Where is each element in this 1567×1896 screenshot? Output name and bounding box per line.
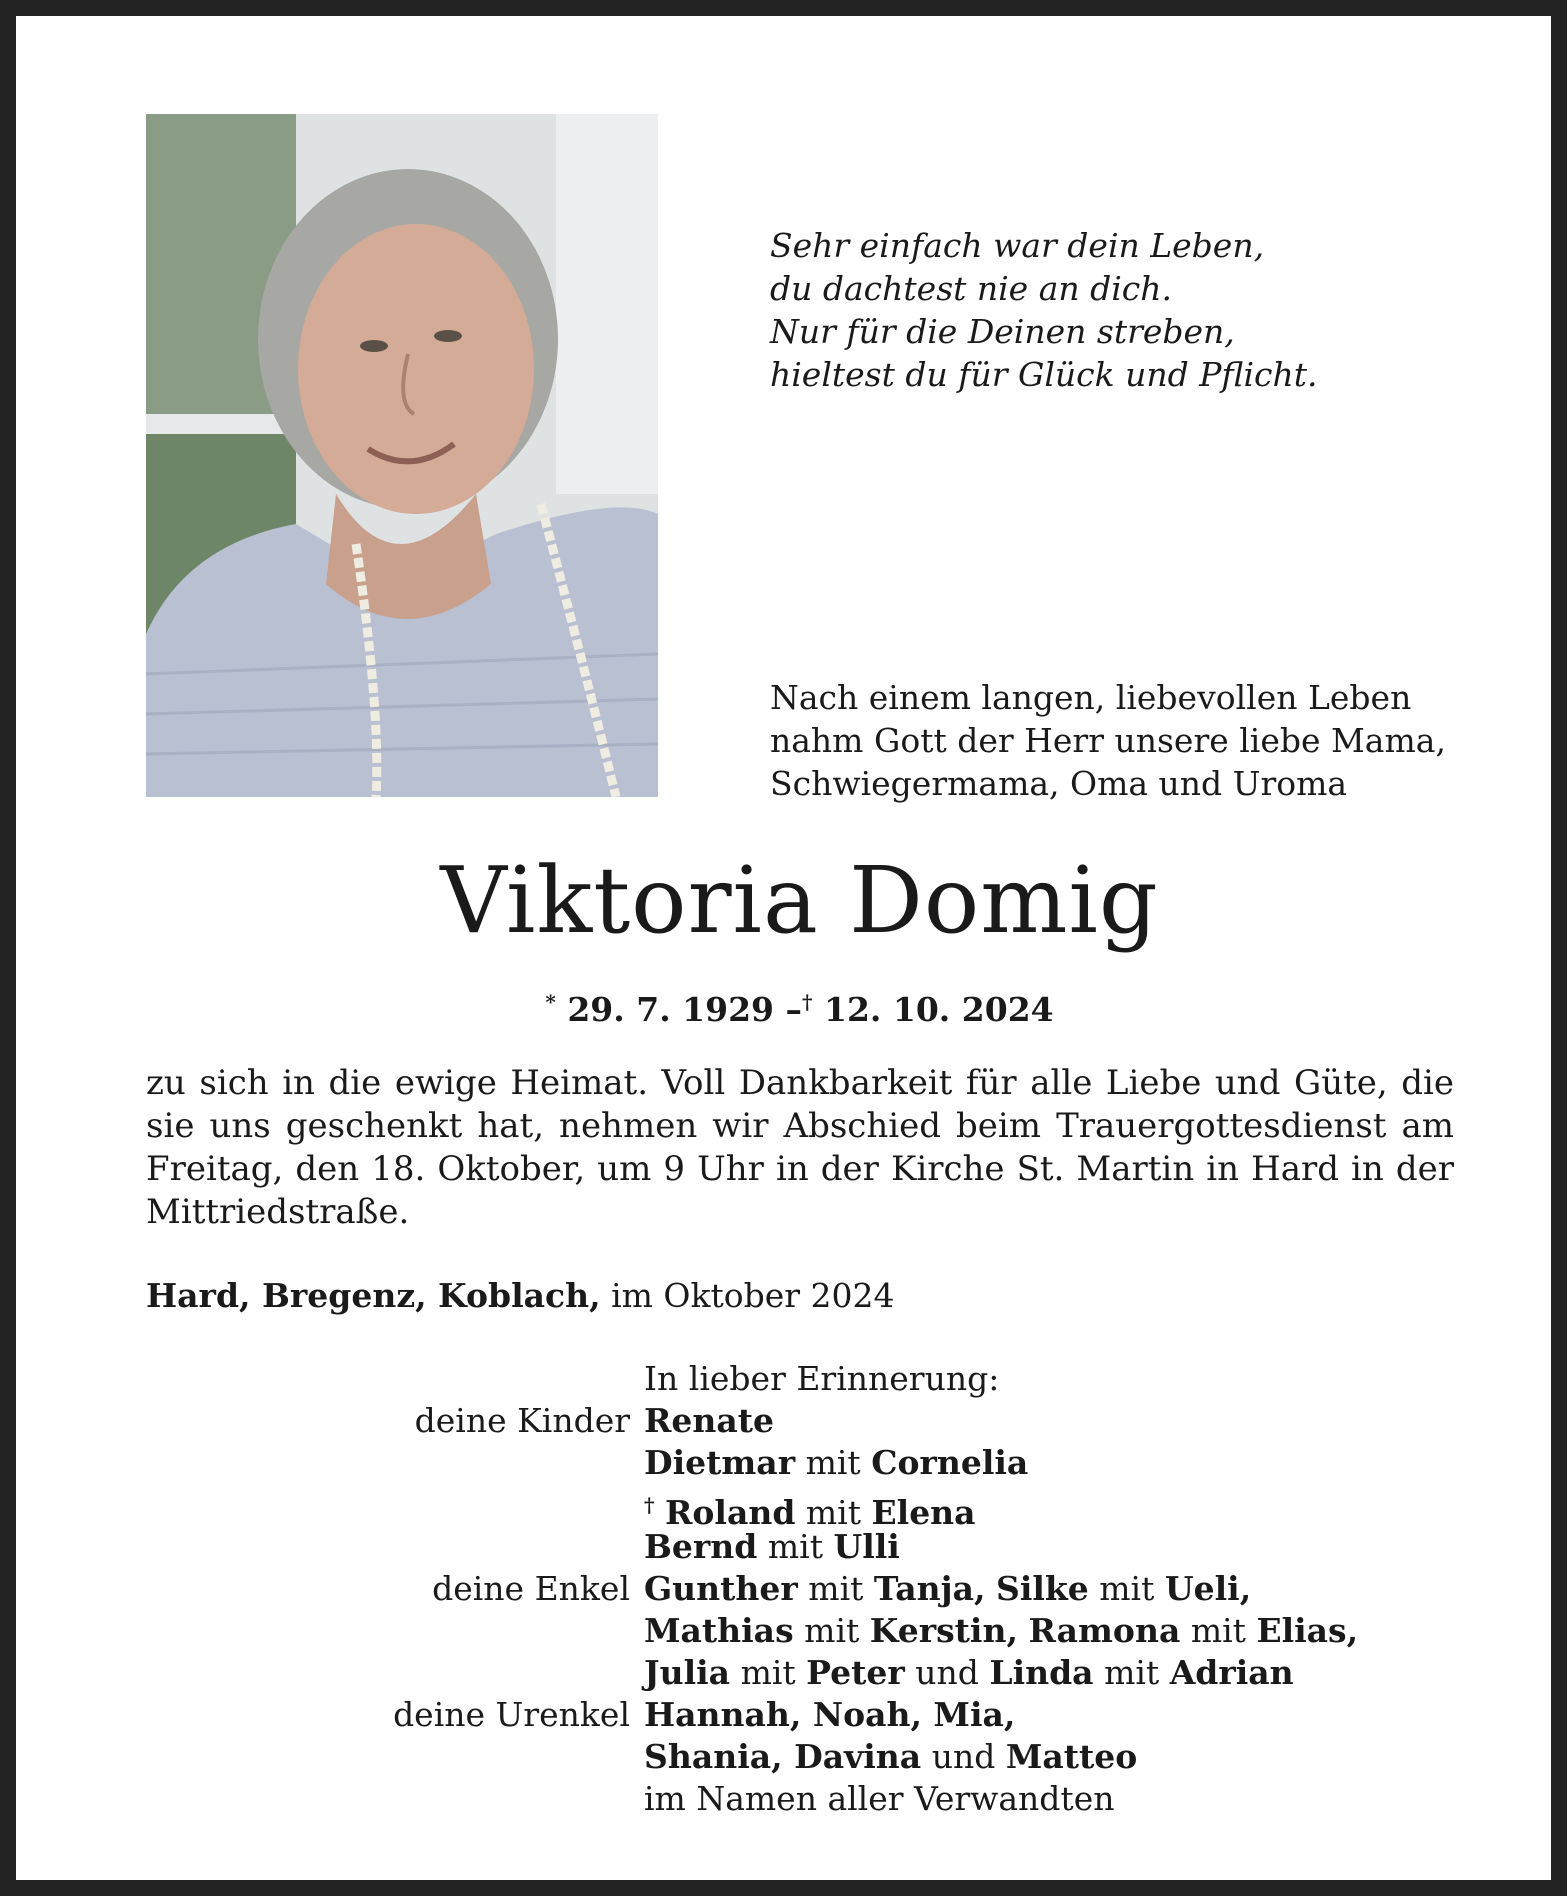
mourner-name: Ramona [1028,1611,1181,1650]
mourner-line [644,1736,1137,1778]
mourner-name: Ueli, [1164,1569,1252,1608]
mourner-name: Silke [996,1569,1089,1608]
conjunction: mit [805,1493,861,1532]
mourner-line [644,1652,1294,1694]
conjunction: mit [1104,1653,1160,1692]
death-symbol: † [802,990,813,1014]
memorial-poem [770,224,1390,396]
mourner-name: Roland [664,1493,796,1532]
life-dates [16,980,1567,1032]
poem-line: hieltest du für Glück und Pflicht. [770,355,1318,394]
death-date: 12. 10. 2024 [823,990,1054,1029]
mourner-name: Adrian [1169,1653,1294,1692]
conjunction: mit [805,1443,861,1482]
mourner-name: Peter [806,1653,905,1692]
conjunction: mit [804,1611,860,1650]
poem-line: Sehr einfach war dein Leben, [770,226,1265,265]
poem-line: Nur für die Deinen streben, [770,312,1235,351]
mourner-line [644,1400,774,1442]
mourner-name: Julia [644,1653,731,1692]
place-date: im Oktober 2024 [611,1276,895,1315]
intro-line: Nach einem langen, liebevollen Leben [770,678,1412,717]
place-and-date [146,1274,895,1318]
birth-symbol: * [545,990,556,1014]
mourner-line [644,1694,1015,1736]
mourner-line [644,1442,1028,1484]
intro-line: nahm Gott der Herr unsere liebe Mama, [770,721,1446,760]
mourners-closing: im Namen aller Verwandten [644,1779,1115,1818]
date-separator: – [785,990,803,1029]
deceased-name: Viktoria Domig [440,847,1159,954]
mourner-name: Elena [871,1493,976,1532]
conjunction: mit [767,1527,823,1566]
mourner-name: Gunther [644,1569,798,1608]
mourner-name: Matteo [1005,1737,1138,1776]
enkel-label: deine Enkel [432,1569,630,1608]
mourner-name: Bernd [644,1527,758,1566]
mourners-list [16,1358,1567,1820]
mourner-name: Elias, [1256,1611,1359,1650]
conjunction: mit [740,1653,796,1692]
cross-symbol: † [644,1493,655,1517]
mourner-line [644,1526,900,1568]
mourner-name: Dietmar [644,1443,796,1482]
mourner-name: Cornelia [871,1443,1029,1482]
intro-text [770,676,1455,805]
place-towns: Hard, Bregenz, Koblach, [146,1276,601,1315]
funeral-announcement: zu sich in die ewige Heimat. Voll Dankbarkeit für alle Liebe und Güte, die sie uns geschenkt hat, nehmen wir Abschied beim Trauergottesdienst am Freitag, den 18. Oktober, um 9 Uhr in der Kirche St. Martin in Hard in der Mittriedstraße. [146,1063,1454,1232]
mourner-name: Renate [644,1401,775,1440]
mourner-name: Mathias [644,1611,794,1650]
mourners-heading: In lieber Erinnerung: [644,1359,1000,1398]
mourner-line [644,1610,1358,1652]
conjunction: mit [1190,1611,1246,1650]
mourner-line [644,1568,1251,1610]
mourner-name: Tanja, [873,1569,986,1608]
poem-line: du dachtest nie an dich. [770,269,1173,308]
conjunction: und [915,1653,979,1692]
portrait-photo [146,114,658,797]
mourner-name: Ulli [833,1527,900,1566]
mourner-name: Linda [989,1653,1094,1692]
mourner-name: Kerstin, [869,1611,1018,1650]
portrait-illustration [146,114,658,797]
intro-line: Schwiegermama, Oma und Uroma [770,764,1348,803]
conjunction: und [931,1737,996,1776]
mourner-name: Hannah, Noah, Mia, [644,1695,1016,1734]
kinder-label: deine Kinder [414,1401,630,1440]
conjunction: mit [808,1569,864,1608]
birth-date: 29. 7. 1929 [567,990,775,1029]
mourner-name: Shania, Davina [644,1737,922,1776]
conjunction: mit [1099,1569,1155,1608]
urenkel-label: deine Urenkel [393,1695,630,1734]
